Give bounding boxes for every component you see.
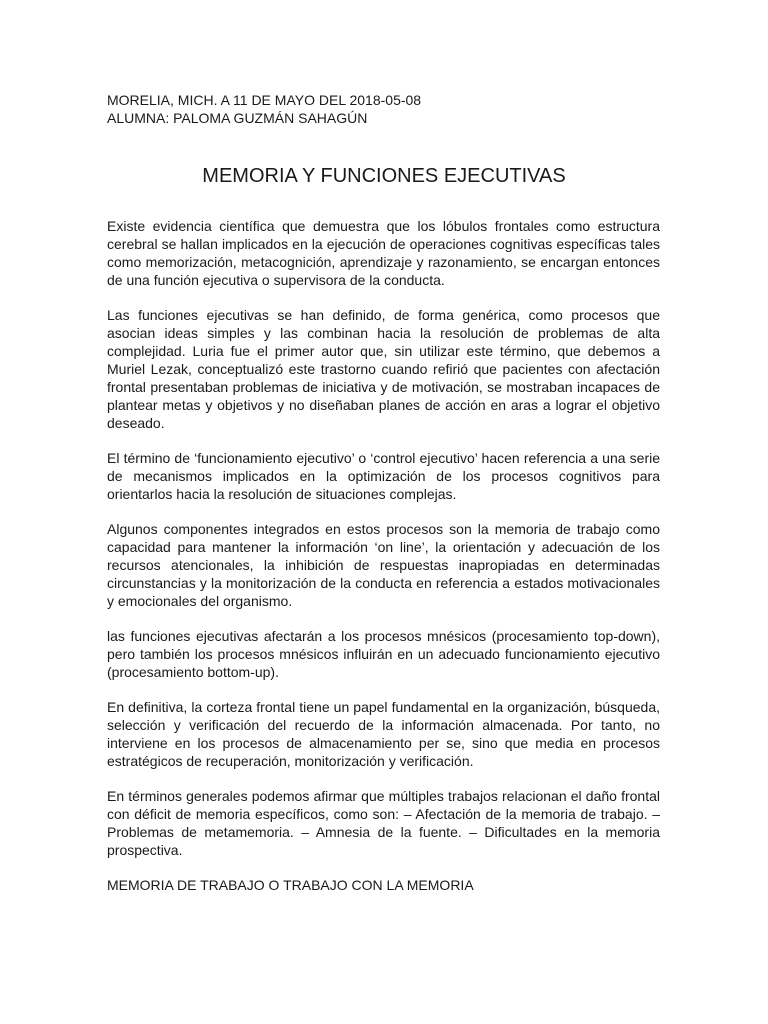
paragraph-6: En definitiva, la corteza frontal tiene un papel fundamental en la organización, búsqueda, selección y verificación del recuerdo de la información almacenada. Por tanto, no interviene en los procesos de almacenamiento per se, sino que media en procesos estratégicos de recuperación, monitorización y verificación. — [107, 699, 660, 769]
place-date-line: MORELIA, MICH. A 11 DE MAYO DEL 2018-05-08 — [107, 92, 422, 108]
document-body — [107, 217, 660, 894]
paragraph-7: En términos generales podemos afirmar que múltiples trabajos relacionan el daño frontal con déficit de memoria específicos, como son: – Afectación de la memoria de trabajo. – Problemas de metamemoria. – Amnesia de la fuente. – Dificultades en la memoria prospectiva. — [107, 788, 660, 858]
paragraph-4: Algunos componentes integrados en estos procesos son la memoria de trabajo como capacidad para mantener la información ‘on line’, la orientación y adecuación de los recursos atencionales, la inhibición de respuestas inapropiadas en determinadas circunstancias y la monitorización de la conducta en referencia a estados motivacionales y emocionales del organismo. — [107, 521, 660, 609]
document-header — [107, 91, 667, 127]
paragraph-1: Existe evidencia científica que demuestra que los lóbulos frontales como estructura cerebral se hallan implicados en la ejecución de operaciones cognitivas específicas tales como memorización, metacognición, aprendizaje y razonamiento, se encargan entonces de una función ejecutiva o supervisora de la conducta. — [107, 218, 660, 288]
section-subheading: MEMORIA DE TRABAJO O TRABAJO CON LA MEMORIA — [107, 877, 474, 893]
document-title: MEMORIA Y FUNCIONES EJECUTIVAS — [202, 165, 566, 187]
paragraph-3: El término de ‘funcionamiento ejecutivo’ o ‘control ejecutivo’ hacen referencia a una serie de mecanismos implicados en la optimización de los procesos cognitivos para orientarlos hacia la resolución de situaciones complejas. — [107, 450, 660, 502]
paragraph-2: Las funciones ejecutivas se han definido, de forma genérica, como procesos que asocian ideas simples y las combinan hacia la resolución de problemas de alta complejidad. Luria fue el primer autor que, sin utilizar este término, que debemos a Muriel Lezak, conceptualizó este trastorno cuando refirió que pacientes con afectación frontal presentaban problemas de iniciativa y de motivación, se mostraban incapaces de plantear metas y objetivos y no diseñaban planes de acción en aras a lograr el objetivo deseado. — [107, 307, 660, 431]
paragraph-5: las funciones ejecutivas afectarán a los procesos mnésicos (procesamiento top-down), pero también los procesos mnésicos influirán en un adecuado funcionamiento ejecutivo (procesamiento bottom-up). — [107, 628, 660, 680]
student-line: ALUMNA: PALOMA GUZMÁN SAHAGÚN — [107, 110, 368, 126]
